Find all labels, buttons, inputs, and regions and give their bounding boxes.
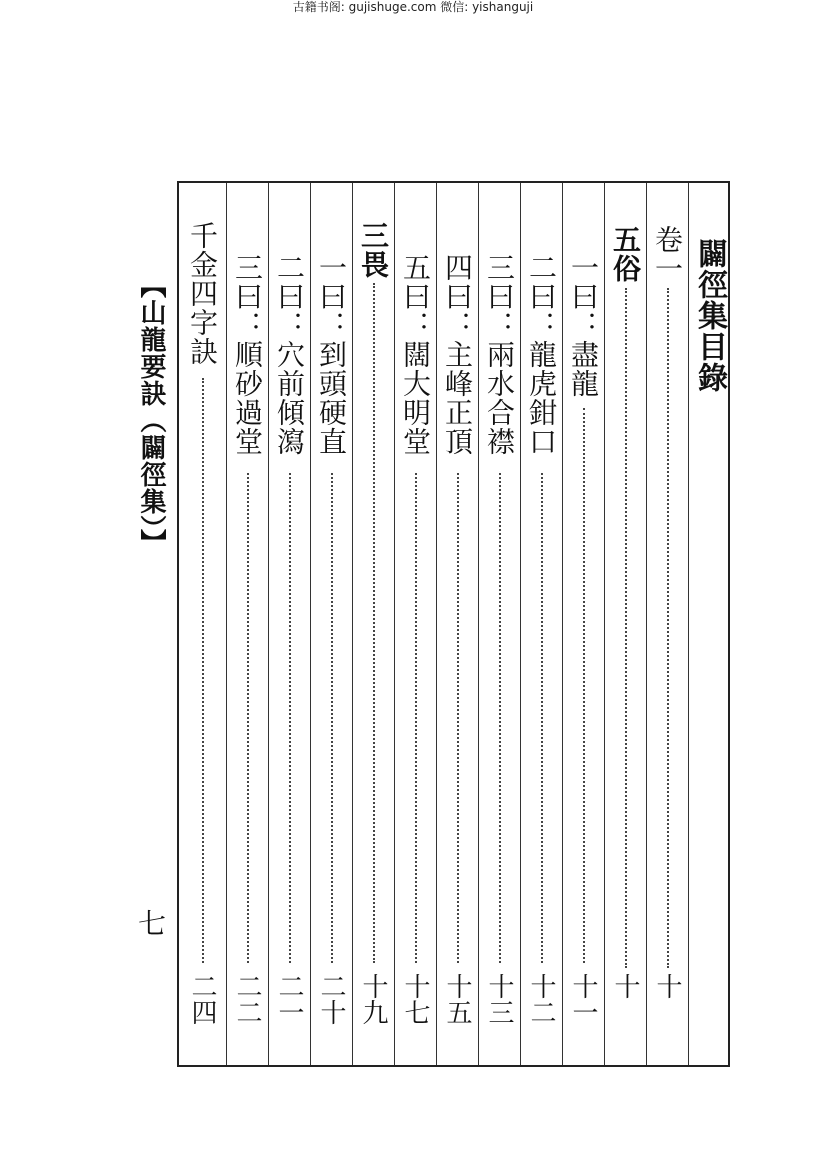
toc-entry-title: 三畏 (357, 221, 390, 279)
dot-leader (625, 288, 627, 968)
toc-entry-title: 五俗 (609, 225, 642, 283)
toc-entry-page: 十一 (568, 973, 598, 1025)
toc-entry-page: 二一 (274, 973, 304, 1025)
table-of-contents (177, 181, 730, 1067)
toc-entry (268, 183, 310, 1065)
dot-leader (667, 288, 669, 968)
toc-entry-page: 二二 (232, 973, 262, 1025)
toc-entry-title: 卷一 (651, 225, 684, 283)
dot-leader (373, 283, 375, 963)
dot-leader (541, 473, 543, 963)
book-title-vertical: 【山龍要訣（闢徑集）】 (136, 272, 166, 556)
toc-entry-page: 十五 (442, 973, 472, 1025)
toc-heading: 闢徑集目錄 (692, 238, 727, 393)
dot-leader (331, 473, 333, 963)
page-folio: 七 (138, 907, 167, 940)
toc-entry-title: 三曰：兩水合襟 (483, 253, 516, 456)
toc-entry (179, 183, 226, 1065)
toc-entry-title: 二曰：龍虎鉗口 (525, 253, 558, 456)
toc-entry-title: 三曰：順砂過堂 (231, 253, 264, 456)
toc-entry (646, 183, 688, 1065)
toc-entry (436, 183, 478, 1065)
toc-entry-page: 十 (610, 973, 640, 999)
toc-entry-page: 十三 (484, 973, 514, 1025)
dot-leader (247, 473, 249, 963)
toc-heading-column (688, 183, 730, 1065)
toc-entry (520, 183, 562, 1065)
toc-entry-page: 十 (652, 973, 682, 999)
dot-leader (289, 473, 291, 963)
toc-entry-page: 十九 (358, 973, 388, 1025)
toc-entry-page: 十七 (400, 973, 430, 1025)
toc-entry-title: 四曰：主峰正頂 (441, 253, 474, 456)
toc-entry-page: 十二 (526, 973, 556, 1025)
toc-entry (226, 183, 268, 1065)
toc-entry (478, 183, 520, 1065)
toc-entry (394, 183, 436, 1065)
toc-entry-title: 一曰：盡龍 (567, 253, 600, 398)
toc-entry (562, 183, 604, 1065)
toc-entry (352, 183, 394, 1065)
dot-leader (457, 473, 459, 963)
dot-leader (583, 408, 585, 963)
toc-entry-title: 二曰：穴前傾瀉 (273, 253, 306, 456)
toc-entry (310, 183, 352, 1065)
dot-leader (415, 473, 417, 963)
dot-leader (202, 378, 204, 963)
site-watermark-header: 古籍书阁: gujishuge.com 微信: yishanguji (292, 0, 534, 14)
toc-entry (604, 183, 646, 1065)
toc-entry-title: 一曰：到頭硬直 (315, 253, 348, 456)
toc-entry-title: 千金四字訣 (186, 221, 219, 366)
dot-leader (499, 473, 501, 963)
toc-entry-page: 二四 (187, 973, 217, 1025)
toc-entry-page: 二十 (316, 973, 346, 1025)
toc-entry-title: 五曰：闊大明堂 (399, 253, 432, 456)
